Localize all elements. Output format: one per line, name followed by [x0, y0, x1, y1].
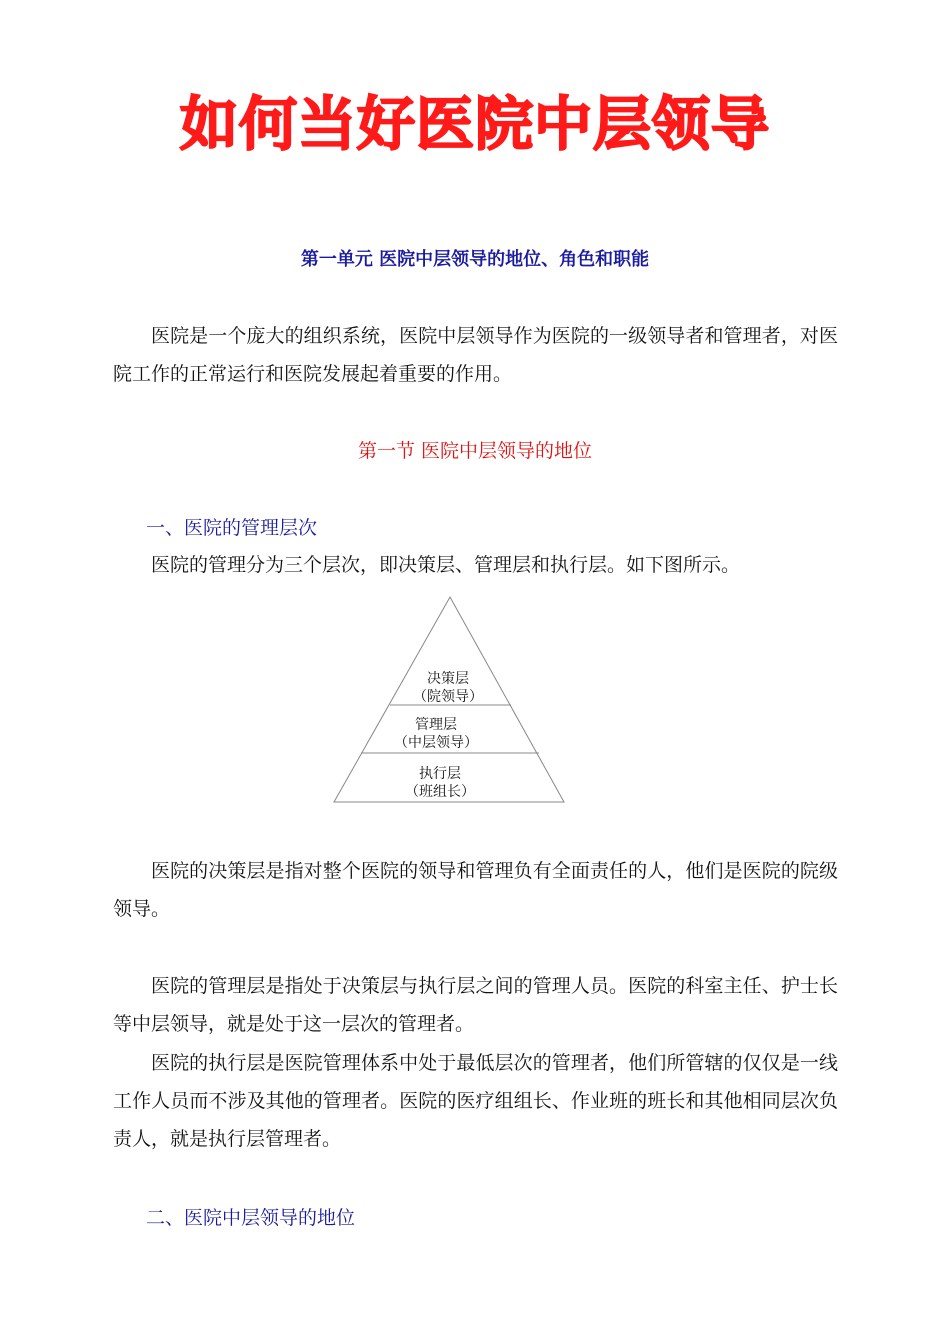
management-pyramid-diagram	[330, 592, 570, 807]
subsection-heading-2: 二、医院中层领导的地位	[146, 1207, 356, 1229]
pyramid-layer-decision-name: 决策层	[427, 671, 469, 687]
pyramid-svg	[330, 592, 570, 807]
section-title: 第一节 医院中层领导的地位	[357, 440, 593, 462]
pyramid-layer-execution-name: 执行层	[419, 766, 461, 782]
document-title: 如何当好医院中层领导	[179, 90, 770, 158]
paragraph-execution-layer: 医院的执行层是医院管理体系中处于最低层次的管理者，他们所管辖的仅仅是一线工作人员而不涉及其他的管理者。医院的医疗组组长、作业班的班长和其他相同层次负责人，就是执行层管理者。	[113, 1052, 838, 1150]
paragraph-management-layer: 医院的管理层是指处于决策层与执行层之间的管理人员。医院的科室主任、护士长等中层领导，就是处于这一层次的管理者。	[113, 975, 838, 1035]
pyramid-layer-management-sub: （中层领导）	[394, 735, 478, 751]
pyramid-layer-execution-sub: （班组长）	[405, 784, 475, 800]
pyramid-layer-decision-sub: （院领导）	[413, 689, 483, 705]
paragraph-decision-layer: 医院的决策层是指对整个医院的领导和管理负有全面责任的人，他们是医院的院级领导。	[113, 860, 838, 920]
unit-title: 第一单元 医院中层领导的地位、角色和职能	[300, 249, 650, 270]
subsection-1-text: 医院的管理分为三个层次，即决策层、管理层和执行层。如下图所示。	[151, 554, 741, 576]
pyramid-layer-management-name: 管理层	[415, 717, 457, 733]
intro-paragraph: 医院是一个庞大的组织系统，医院中层领导作为医院的一级领导者和管理者，对医院工作的正常运行和医院发展起着重要的作用。	[113, 325, 838, 385]
subsection-heading-1: 一、医院的管理层次	[146, 517, 318, 539]
